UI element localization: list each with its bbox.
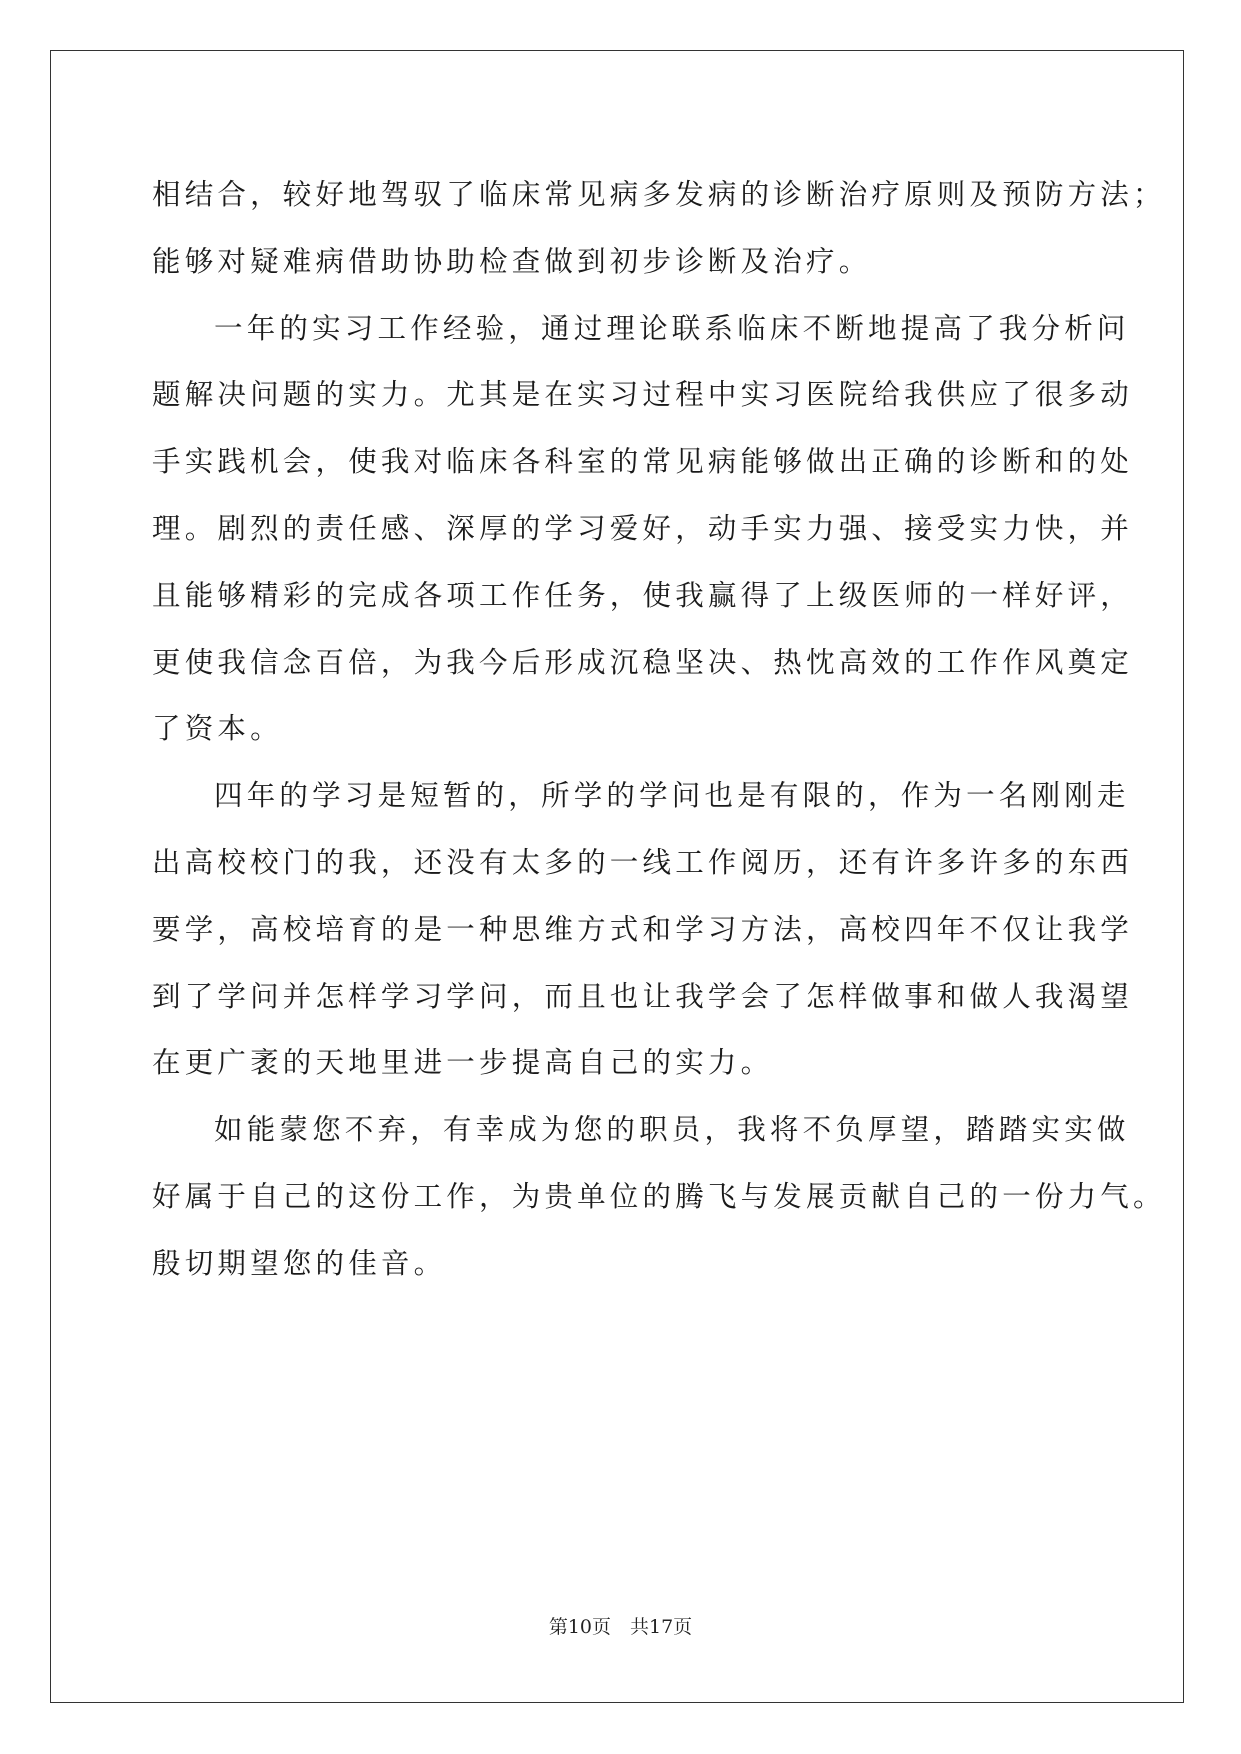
text-line: 如能蒙您不弃，有幸成为您的职员，我将不负厚望，踏踏实实做 (214, 1113, 1130, 1147)
text-line: 殷切期望您的佳音。 (152, 1246, 447, 1280)
text-line: 在更广袤的天地里进一步提高自己的实力。 (152, 1046, 774, 1080)
text-line: 理。剧烈的责任感、深厚的学习爱好，动手实力强、接受实力快，并 (152, 511, 1134, 545)
text-line: 一年的实习工作经验，通过理论联系临床不断地提高了我分析问 (214, 311, 1130, 345)
text-line: 好属于自己的这份工作，为贵单位的腾飞与发展贡献自己的一份力气。 (152, 1179, 1166, 1213)
text-line: 到了学问并怎样学习学问，而且也让我学会了怎样做事和做人我渴望 (152, 979, 1134, 1013)
text-line: 手实践机会，使我对临床各科室的常见病能够做出正确的诊断和的处 (152, 445, 1134, 479)
text-line: 且能够精彩的完成各项工作任务，使我赢得了上级医师的一样好评， (152, 578, 1134, 612)
text-line: 题解决问题的实力。尤其是在实习过程中实习医院给我供应了很多动 (152, 378, 1134, 412)
page-number: 第10页 共17页 (548, 1616, 693, 1638)
text-line: 出高校校门的我，还没有太多的一线工作阅历，还有许多许多的东西 (152, 845, 1134, 879)
text-line: 四年的学习是短暂的，所学的学问也是有限的，作为一名刚刚走 (214, 779, 1130, 813)
document-body (152, 162, 1166, 1298)
text-line: 能够对疑难病借助协助检查做到初步诊断及治疗。 (152, 244, 872, 278)
text-line: 了资本。 (152, 712, 283, 746)
text-line: 要学，高校培育的是一种思维方式和学习方法，高校四年不仅让我学 (152, 912, 1134, 946)
text-line: 相结合，较好地驾驭了临床常见病多发病的诊断治疗原则及预防方法； (152, 178, 1166, 211)
text-line: 更使我信念百倍，为我今后形成沉稳坚决、热忱高效的工作作风奠定 (152, 645, 1134, 679)
